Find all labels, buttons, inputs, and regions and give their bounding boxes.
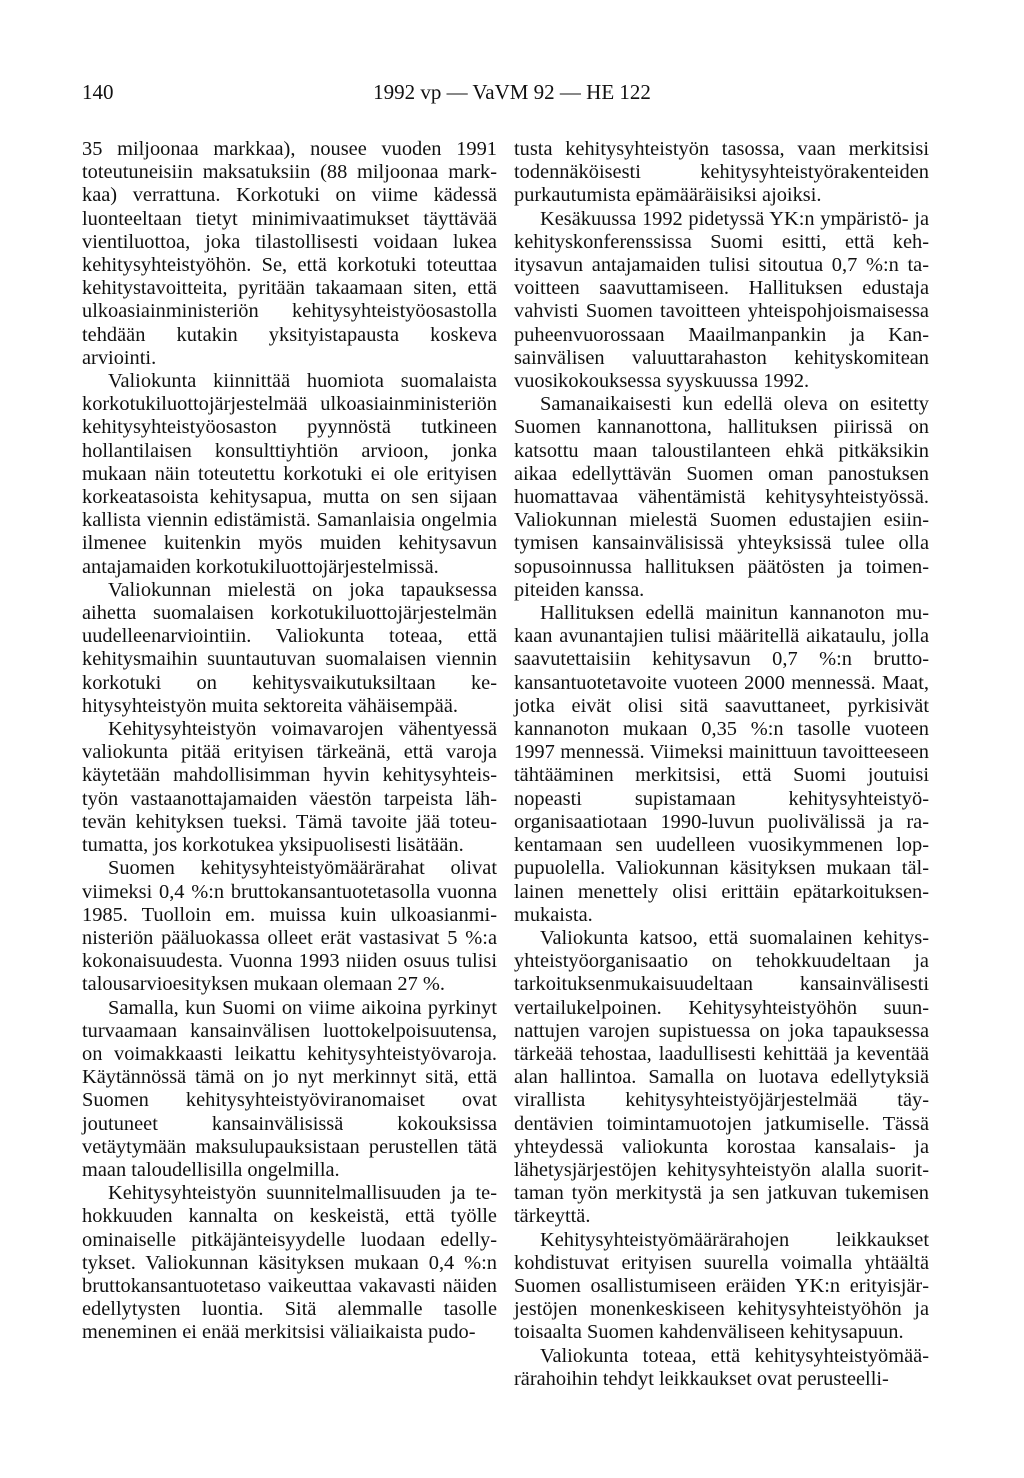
left-column <box>82 138 497 1345</box>
paragraph: Samanaikaisesti kun edellä oleva on esitetty Suomen kannanottona, hallituksen piirissä on katsottu maan taloustilanteen ehkä pitkäksikin aikaa edellyttävän Suomen oman panostuksen huomattavaa vähentämistä kehitysyhteistyössä. Valiokunnan mielestä Suomen edustajien esiintymisen kansainvälisissä yhteyksissä tulee olla sopusoinnussa hallituksen päätösten ja toimenpiteiden kanssa. <box>514 393 929 601</box>
paragraph: Valiokunnan mielestä on joka tapauksessa aihetta suomalaisen korkotukiluottojärjestelmän uudelleenarviointiin. Valiokunta toteaa, että kehitysmaihin suuntautuvan suomalaisen viennin korkotuki on kehitysvaikutuksiltaan kehitysyhteistyön muita sektoreita vähäisempää. <box>82 578 497 717</box>
paragraph: tusta kehitysyhteistyön tasossa, vaan merkitsisi todennäköisesti kehitysyhteistyörakenteiden purkautumista epämääräisiksi ajoiksi. <box>514 138 929 207</box>
paragraph: Samalla, kun Suomi on viime aikoina pyrkinyt turvaamaan kansainvälisen luottokelpoisuutensa, on voimakkaasti leikattu kehitysyhteistyövaroja. Käytännössä tämä on jo nyt merkinnyt sitä, että Suomen kehitysyhteistyöviranomaiset ovat joutuneet kansainvälisissä kokouksissa vetäytymään maksulupauksistaan perustellen tätä maan taloudellisilla ongelmilla. <box>82 996 497 1181</box>
paragraph: Kehitysyhteistyön voimavarojen vähentyessä valiokunta pitää erityisen tärkeänä, että varoja käytetään mahdollisimman hyvin kehitysyhteistyön vastaanottajamaiden väestön tarpeista lähtevän kehityksen tueksi. Tämä tavoite jää toteutumatta, jos korkotukea yksipuolisesti lisätään. <box>82 718 497 857</box>
page-header <box>82 80 942 110</box>
paragraph: Suomen kehitysyhteistyömäärärahat olivat viimeksi 0,4 %:n bruttokansantuotetasolla vuonna 1985. Tuolloin em. muissa kuin ulkoasianministeriön pääluokassa olleet erät vastasivat 5 %:a kokonaisuudesta. Vuonna 1993 niiden osuus tulisi talousarvioesityksen mukaan olemaan 27 %. <box>82 857 497 996</box>
paragraph: Valiokunta toteaa, että kehitysyhteistyömäärärahoihin tehdyt leikkaukset ovat perusteelli- <box>514 1344 929 1390</box>
paragraph: 35 miljoonaa markkaa), nousee vuoden 1991 toteutuneisiin maksatuksiin (88 miljoonaa markkaa) verrattuna. Korkotuki on viime kädessä luonteeltaan tietyt minimivaatimukset täyttävää vientiluottoa, joka tilastollisesti voidaan lukea kehitysyhteistyöhön. Se, että korkotuki toteuttaa kehitystavoitteita, pyritään takaamaan siten, että ulkoasiainministeriön kehitysyhteistyöosastolla tehdään kutakin yksityistapausta koskeva arviointi. <box>82 138 497 369</box>
paragraph: Kesäkuussa 1992 pidetyssä YK:n ympäristö- ja kehityskonferenssissa Suomi esitti, että kehitysavun antajamaiden tulisi sitoutua 0,7 %:n tavoitteen saavuttamiseen. Hallituksen edustaja vahvisti Suomen tavoitteen yhteispohjoismaisessa puheenvuorossaan Maailmanpankin ja Kansainvälisen valuuttarahaston kehityskomitean vuosikokouksessa syyskuussa 1992. <box>514 207 929 393</box>
running-title: 1992 vp — VaVM 92 — HE 122 <box>373 80 651 104</box>
page-number: 140 <box>82 80 114 104</box>
paragraph: Kehitysyhteistyön suunnitelmallisuuden ja tehokkuuden kannalta on keskeistä, että työlle ominaiselle pitkäjänteisyydelle luodaan edellytykset. Valiokunnan käsityksen mukaan 0,4 %:n bruttokansantuotetaso vaikeuttaa vakavasti näiden edellytysten luontia. Sitä alemmalle tasolle meneminen ei enää merkitsisi väliaikaista pudo- <box>82 1182 497 1344</box>
paragraph: Valiokunta kiinnittää huomiota suomalaista korkotukiluottojärjestelmää ulkoasiainministeriön kehitysyhteistyöosaston pyynnöstä tutkineen hollantilaisen konsulttiyhtiön arvioon, jonka mukaan näin toteutettu korkotuki ei ole erityisen korkeatasoista kehitysapua, mutta on sen sijaan kallista viennin edistämistä. Samanlaisia ongelmia ilmenee kuitenkin myös muiden kehitysavun antajamaiden korkotukiluottojärjestelmissä. <box>82 370 497 578</box>
paragraph: Valiokunta katsoo, että suomalainen kehitysyhteistyöorganisaatio on tehokkuudeltaan ja tarkoituksenmukaisuudeltaan kansainvälisesti vertailukelpoinen. Kehitysyhteistyöhön suunnattujen varojen supistuessa on joka tapauksessa tärkeää tehostaa, laadullisesti kehittää ja keventää alan hallintoa. Samalla on luotava edellytyksiä virallista kehitysyhteistyöjärjestelmää täydentävien toimintamuotojen jatkumiselle. Tässä yhteydessä valiokunta korostaa kansalais- ja lähetysjärjestöjen kehitysyhteistyön alalla suorittaman työn merkitystä ja sen jatkuvan tukemisen tärkeyttä. <box>514 926 929 1228</box>
paragraph: Hallituksen edellä mainitun kannanoton mukaan avunantajien tulisi määritellä aikataulu, jolla saavutettaisiin kehitysavun 0,7 %:n bruttokansantuotetavoite vuoteen 2000 mennessä. Maat, jotka eivät olisi sitä saavuttaneet, pyrkisivät kannanoton mukaan 0,35 %:n tasolle vuoteen 1997 mennessä. Viimeksi mainittuun tavoitteeseen tähtääminen merkitsisi, että Suomi joutuisi nopeasti supistamaan kehitysyhteistyöorganisaatiotaan 1990-luvun puolivälissä ja rakentamaan sen uudelleen vuosikymmenen loppupuolella. Valiokunnan käsityksen mukaan tällainen menettely olisi erittäin epätarkoituksenmukaista. <box>514 602 929 926</box>
right-column <box>514 138 929 1391</box>
paragraph: Kehitysyhteistyömäärärahojen leikkaukset kohdistuvat erityisen suurella voimalla yhtäältä Suomen osallistumiseen eräiden YK:n erityisjärjestöjen monenkeskiseen kehitysyhteistyöhön ja toisaalta Suomen kahdenväliseen kehitysapuun. <box>514 1228 929 1344</box>
